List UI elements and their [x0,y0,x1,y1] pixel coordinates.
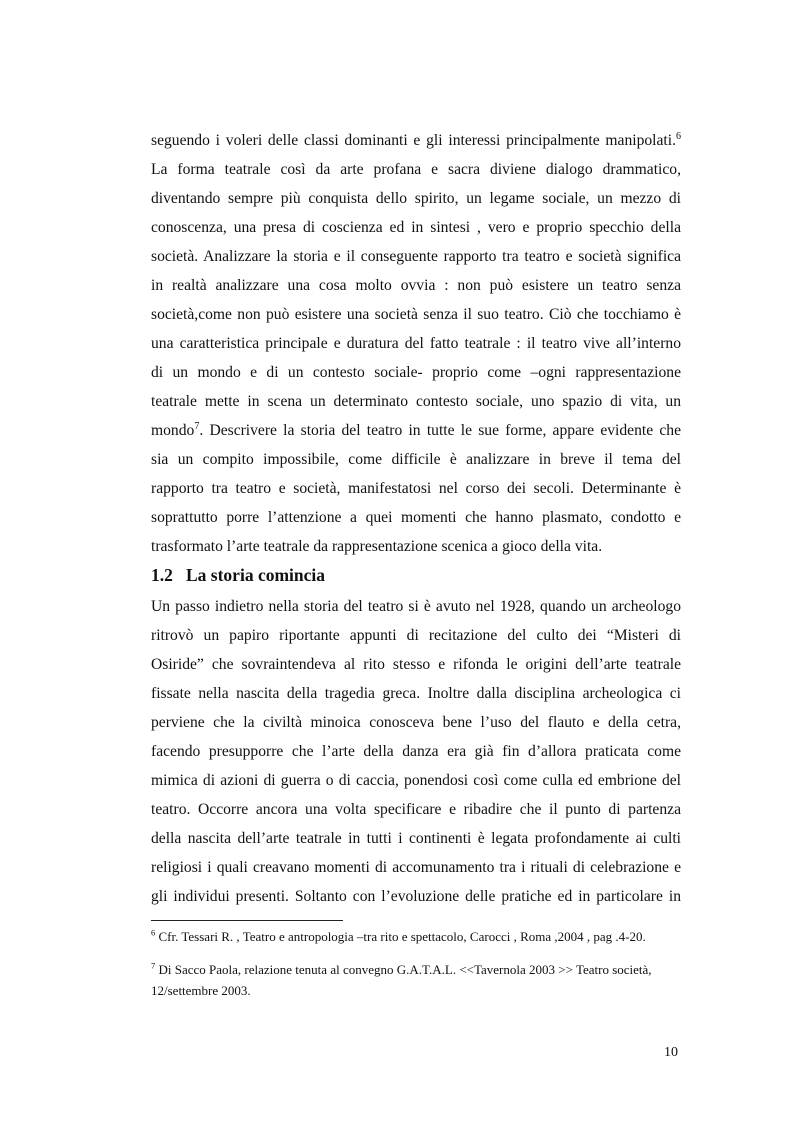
footnote-text: Di Sacco Paola, relazione tenuta al convegno G.A.T.A.L. <<Tavernola 2003 >> Teatro società, 12/settembre 2003. [151,962,652,998]
section-title: La storia comincia [186,565,326,585]
footnote-ref-6: 6 [676,130,681,142]
text-line: seguendo i voleri delle classi dominanti e gli interessi principalmente manipolati.$^6$ [151,130,681,149]
footnote-divider [151,920,343,921]
footnote-text: Cfr. Tessari R. , Teatro e antropologia –tra rito e spettacolo, Carocci , Roma ,2004 , pag .4-20. [155,929,646,944]
text-line: fissate nella nascita della tragedia greca. Inoltre dalla disciplina archeologica ci [151,685,681,702]
text-line: perviene che la civiltà minoica conosceva bene l’uso del flauto e della cetra, [151,714,681,731]
section-heading [151,565,325,586]
footnote-7 [151,959,681,1001]
text-line: in realtà analizzare una cosa molto ovvia : non può esistere un teatro senza [151,277,681,294]
text-line: La forma teatrale così da arte profana e sacra diviene dialogo drammatico, [151,161,681,178]
footnote-marker: 7 [151,960,156,971]
paragraph-2 [151,592,681,911]
text-line: religiosi i quali creavano momenti di accomunamento tra i rituali di celebrazione e [151,859,681,876]
text-line: facendo presupporre che l’arte della danza era già fin d’allora praticata come [151,743,681,760]
text-line: mondo$^7$. Descrivere la storia del teatro in tutte le sue forme, appare evidente che [151,420,681,439]
text-line: teatrale mette in scena un determinato contesto sociale, uno spazio di vita, un [151,393,681,410]
text-line: sia un compito impossibile, come difficile è analizzare in breve il tema del [151,451,681,468]
paragraph-1 [151,126,681,561]
text-line: di un mondo e di un contesto sociale- proprio come –ogni rappresentazione [151,364,681,381]
text-line: mimica di azioni di guerra o di caccia, ponendosi così come culla ed embrione del [151,772,681,789]
text-line: gli individui presenti. Soltanto con l’evoluzione delle pratiche ed in particolare in [151,888,681,905]
page-number: 10 [664,1045,678,1060]
text-line: società. Analizzare la storia e il conseguente rapporto tra teatro e società significa [151,248,681,265]
footnote-marker: 6 [151,927,156,938]
text-line: conoscenza, una presa di coscienza ed in sintesi , vero e proprio specchio della [151,219,681,236]
text-line: della nascita dell’arte teatrale in tutti i continenti è legata profondamente ai culti [151,830,681,847]
text-line: trasformato l’arte teatrale da rappresentazione scenica a gioco della vita. [151,538,603,555]
text-line: ritrovò un papiro riportante appunti di recitazione del culto dei “Misteri di [151,627,681,644]
text-line: diventando sempre più conquista dello spirito, un legame sociale, un mezzo di [151,190,681,207]
text-line: una caratteristica principale e duratura del fatto teatrale : il teatro vive all’interno [151,335,681,352]
footnote-ref-7: 7 [194,420,200,432]
text-line: Osiride” che sovraintendeva al rito stesso e rifonda le origini dell’arte teatrale [151,656,681,673]
text-line: società,come non può esistere una società senza il suo teatro. Ciò che tocchiamo è [151,306,681,323]
text-line: rapporto tra teatro e società, manifestatosi nel corso dei secoli. Determinante è [151,480,681,497]
footnote-6 [151,926,681,947]
text-line: soprattutto porre l’attenzione a quei momenti che hanno plasmato, condotto e [151,509,681,526]
text-line: teatro. Occorre ancora una volta specificare e ribadire che il punto di partenza [151,801,681,818]
text-line: Un passo indietro nella storia del teatro si è avuto nel 1928, quando un archeologo [151,598,681,615]
section-number: 1.2 [151,565,173,585]
